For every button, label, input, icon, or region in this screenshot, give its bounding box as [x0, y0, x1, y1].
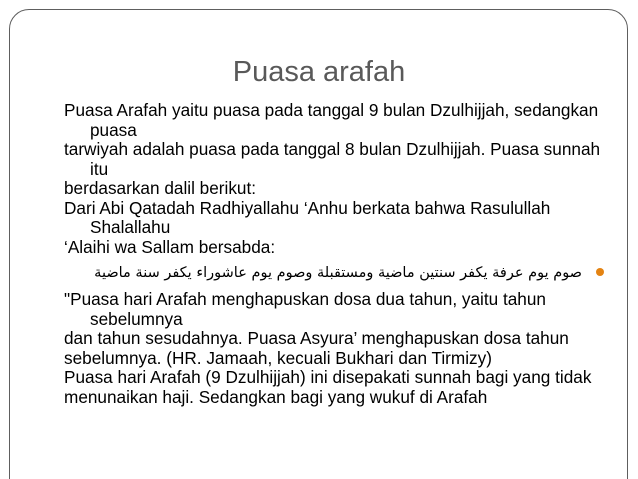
paragraph: ‘Alaihi wa Sallam bersabda:	[64, 236, 276, 257]
slide-title: Puasa arafah	[232, 56, 406, 88]
paragraph: Puasa hari Arafah (9 Dzulhijjah) ini disepakati sunnah bagi yang tidak	[64, 367, 592, 387]
paragraph: berdasarkan dalil berikut:	[64, 178, 257, 198]
slide-body	[64, 101, 604, 407]
paragraph: "Puasa hari Arafah menghapuskan dosa dua tahun, yaitu tahun sebelumnya	[64, 289, 546, 329]
paragraph: menunaikan haji. Sedangkan bagi yang wukuf di Arafah	[64, 386, 488, 407]
arabic-hadith-text: صوم يوم عرفة يكفر سنتين ماضية ومستقبلة وصوم يوم عاشوراء يكفر سنة ماضية	[94, 265, 582, 281]
paragraph: sebelumnya. (HR. Jamaah, kecuali Bukhari dan Tirmizy)	[64, 347, 492, 368]
paragraph: Puasa Arafah yaitu puasa pada tanggal 9 bulan Dzulhijjah, sedangkan puasa	[64, 100, 599, 140]
arabic-bullet-item	[64, 257, 604, 290]
paragraph: tarwiyah adalah puasa pada tanggal 8 bulan Dzulhijjah. Puasa sunnah itu	[64, 139, 601, 179]
paragraph: Dari Abi Qatadah Radhiyallahu ‘Anhu berkata bahwa Rasulullah Shalallahu	[64, 197, 551, 237]
bullet-dot-icon	[596, 268, 604, 276]
paragraph: dan tahun sesudahnya. Puasa Asyura’ menghapuskan dosa tahun	[64, 328, 569, 348]
